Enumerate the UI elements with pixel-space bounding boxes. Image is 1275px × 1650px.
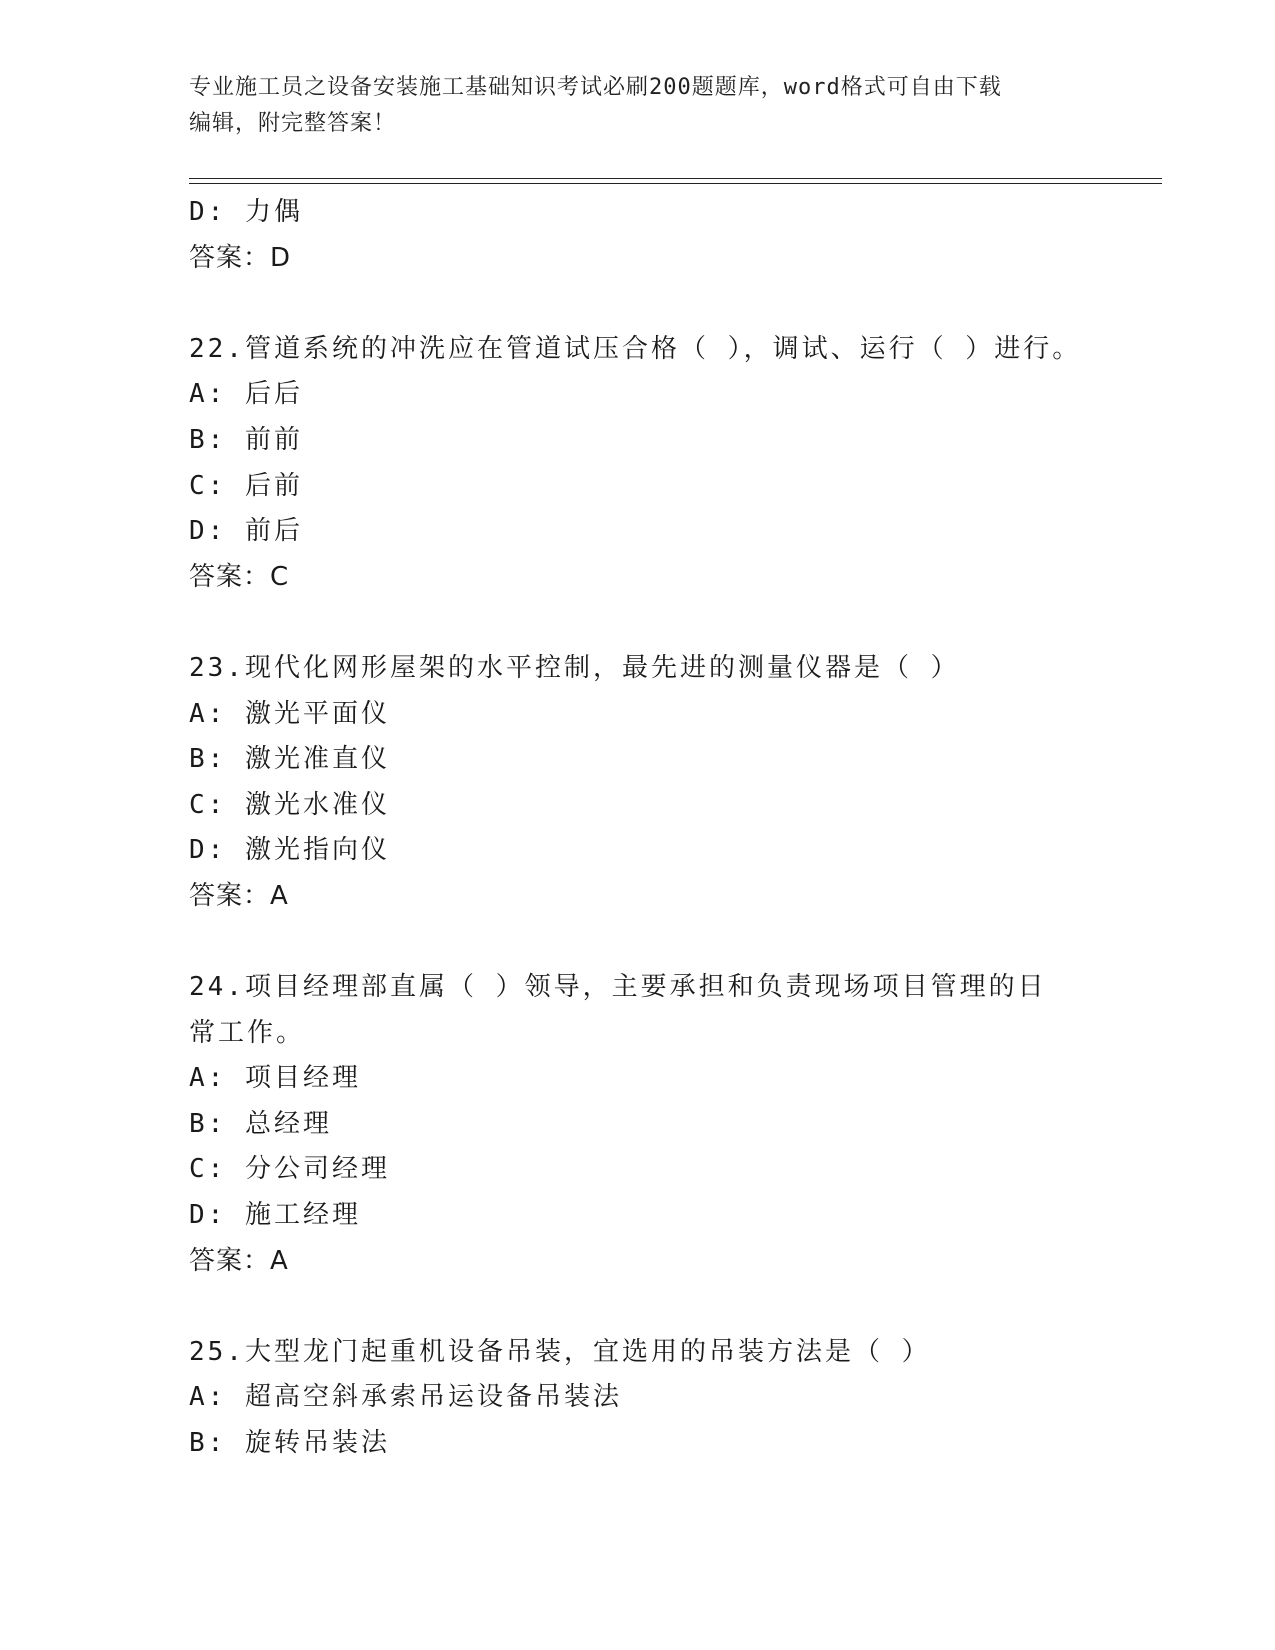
option-b: B: 激光准直仪 [189, 744, 390, 775]
question-stem: 22.管道系统的冲洗应在管道试压合格（ ），调试、运行（ ）进行。 [189, 333, 1082, 364]
answer-line: 答案：C [189, 561, 290, 592]
option-b: B: 总经理 [189, 1108, 332, 1139]
option-a: A: 超高空斜承索吊运设备吊装法 [189, 1382, 622, 1413]
option-c: C: 后前 [189, 470, 303, 501]
option-a: A: 项目经理 [189, 1063, 361, 1094]
option-c: C: 激光水准仪 [189, 789, 390, 820]
option-b: B: 前前 [189, 424, 303, 455]
option-a: A: 激光平面仪 [189, 698, 390, 729]
question-stem: 25.大型龙门起重机设备吊装，宜选用的吊装方法是（ ） [189, 1336, 931, 1367]
question-stem: 24.项目经理部直属（ ）领导，主要承担和负责现场项目管理的日常工作。 [189, 972, 1047, 1048]
question-23 [189, 646, 1089, 920]
answer-line: 答案：D [189, 242, 292, 273]
header-divider-bottom [189, 183, 1162, 184]
option-b: B: 旋转吊装法 [189, 1428, 390, 1459]
option-d: D: 前后 [189, 516, 303, 547]
option-d: D: 力偶 [189, 197, 303, 227]
option-d: D: 激光指向仪 [189, 835, 390, 866]
question-25 [189, 1330, 1089, 1467]
option-c: C: 分公司经理 [189, 1154, 390, 1185]
question-list [189, 190, 1089, 1467]
question-22 [189, 327, 1089, 601]
option-d: D: 施工经理 [189, 1200, 361, 1231]
header-line-1: 专业施工员之设备安装施工基础知识考试必刷200题题库，word格式可自由下载 [189, 75, 1002, 100]
question-stem: 23.现代化网形屋架的水平控制，最先进的测量仪器是（ ） [189, 652, 960, 683]
document-header [189, 70, 1069, 142]
option-a: A: 后后 [189, 379, 303, 410]
header-line-2: 编辑，附完整答案！ [189, 111, 397, 136]
answer-line: 答案：A [189, 1245, 289, 1276]
header-divider-top [189, 178, 1162, 179]
question-24 [189, 965, 1089, 1284]
answer-line: 答案：A [189, 880, 289, 911]
